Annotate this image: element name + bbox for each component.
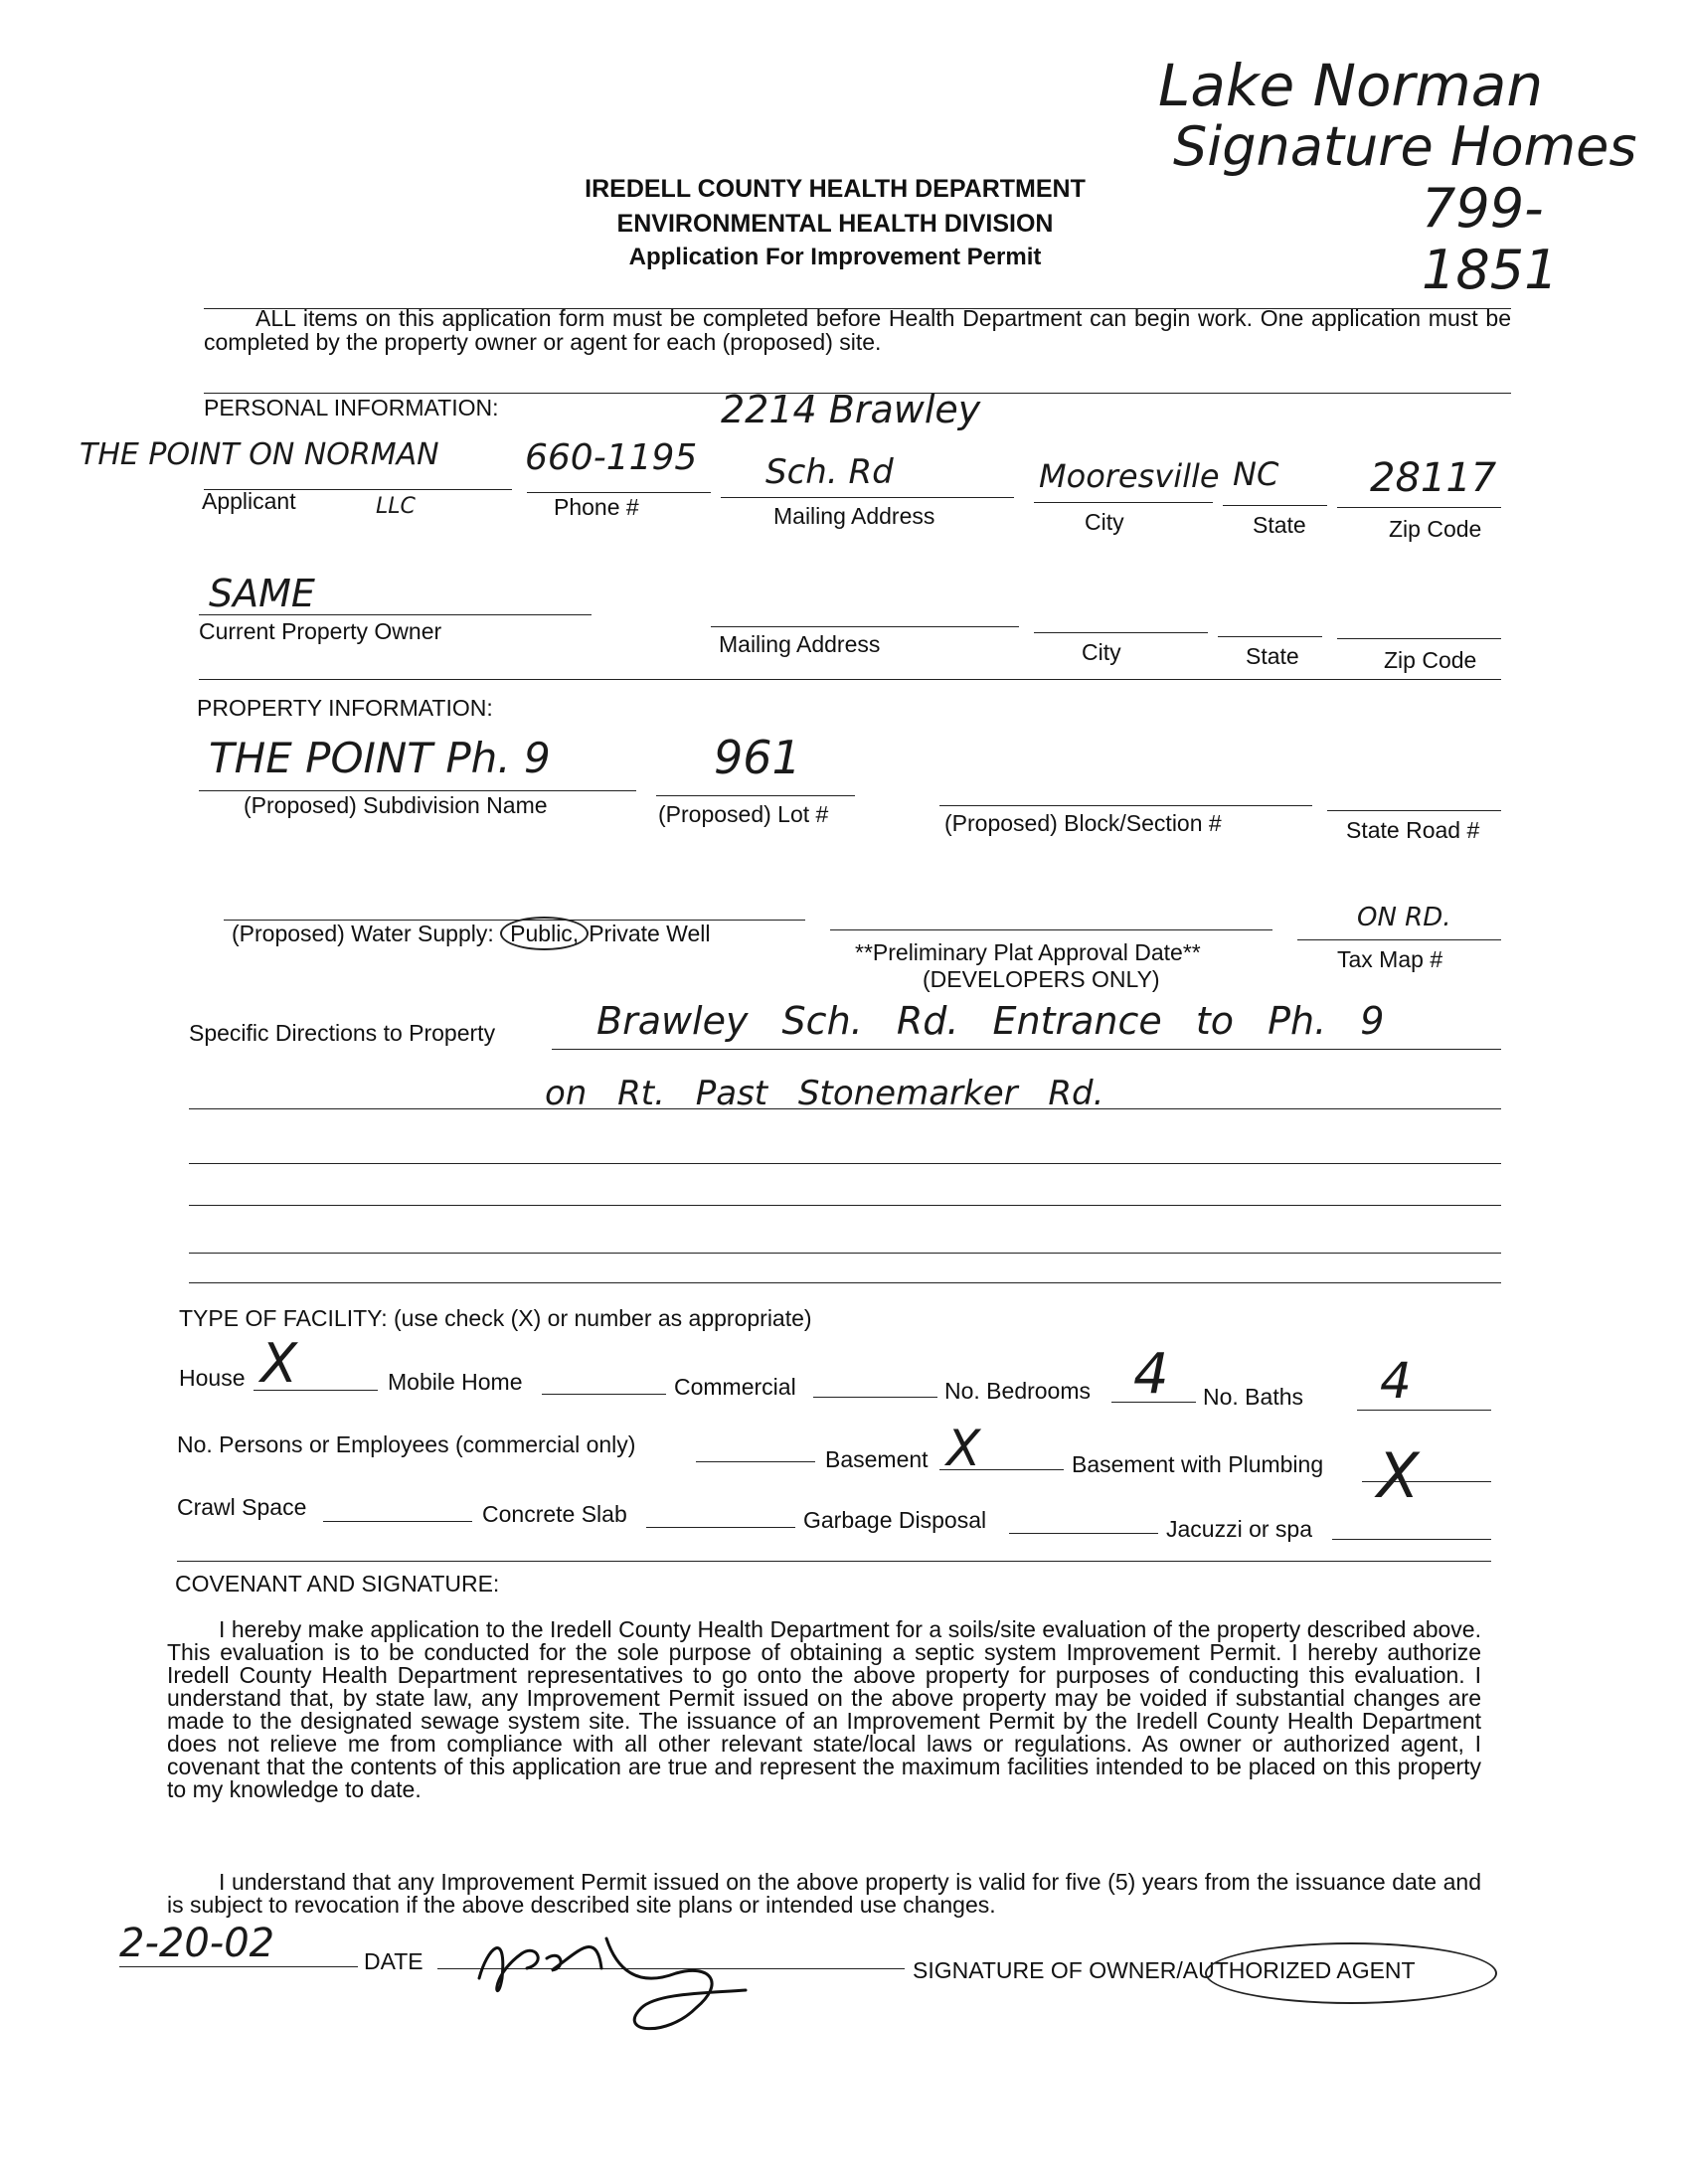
rule [119, 1966, 358, 1967]
authorized-agent-circle [1205, 1942, 1497, 2004]
rule [939, 805, 1312, 806]
rule [1362, 1481, 1491, 1482]
directions-line1[interactable]: Brawley Sch. Rd. Entrance to Ph. 9 [596, 999, 1385, 1043]
rule [323, 1521, 472, 1522]
applicant-suffix[interactable]: LLC [376, 494, 416, 519]
zip-field[interactable]: 28117 [1370, 455, 1497, 501]
applicant-field[interactable]: THE POINT ON NORMAN [80, 437, 439, 472]
phone-field[interactable]: 660-1195 [525, 437, 698, 478]
date-label: DATE [364, 1948, 424, 1974]
rule [189, 1163, 1501, 1164]
covenant-paragraph2: I understand that any Improvement Permit issued on the above property is valid for five (5) years from the issuance date and is subject to revocation if the above described site plans or intended use changes. [167, 1869, 1481, 1918]
division-title: ENVIRONMENTAL HEALTH DIVISION [616, 210, 1054, 238]
rule [189, 1108, 1501, 1109]
rule [1111, 1402, 1196, 1403]
personal-info-title: PERSONAL INFORMATION: [204, 395, 499, 420]
rule [1337, 638, 1501, 639]
baths-field[interactable]: 4 [1380, 1352, 1412, 1410]
concrete-slab-label: Concrete Slab [482, 1501, 627, 1527]
owner-label: Current Property Owner [199, 618, 442, 644]
rule [254, 1390, 378, 1391]
tax-map-field[interactable]: ON RD. [1357, 903, 1451, 932]
signature-label: SIGNATURE OF OWNER/AUTHORIZED AGENT [913, 1957, 1416, 1983]
rule [656, 795, 855, 796]
owner-field[interactable]: SAME [209, 572, 315, 615]
rule [1327, 810, 1501, 811]
house-check[interactable]: X [260, 1332, 297, 1395]
rule [1332, 1539, 1491, 1540]
city-label: City [1085, 509, 1124, 535]
city-field[interactable]: Mooresville [1039, 457, 1220, 495]
directions-line2[interactable]: on Rt. Past Stonemarker Rd. [545, 1074, 1104, 1113]
rule [939, 1469, 1064, 1470]
mobile-home-label: Mobile Home [388, 1369, 523, 1395]
crawl-space-label: Crawl Space [177, 1494, 307, 1520]
rule [199, 790, 636, 791]
bedrooms-label: No. Bedrooms [944, 1378, 1092, 1404]
rule [189, 1205, 1501, 1206]
water-public-option[interactable]: Public, [500, 917, 589, 950]
zip-label: Zip Code [1389, 516, 1482, 542]
covenant-paragraph1: I hereby make application to the Iredell County Health Department for a soils/site evaluation of the property described above. This evaluation is to be conducted for the sole purpose of obtaining a septic system Improvement Permit. I hereby authorize Iredell County Health Department representatives to go onto the above property for purposes of conducting this evaluation. I understand that, by state law, any Improvement Permit issued on the above property may be voided if substantial changes are made to the designated sewage system site. The issuance of an Improvement Permit by the Iredell County Health Department does not relieve me from compliance with all other relevant state/local laws or regulations. As owner or authorized agent, I covenant that the contents of this application are true and represent the maximum facilities intended to be placed on this property to my knowledge to date. [167, 1616, 1481, 1802]
rule [711, 626, 1019, 627]
subdivision-field[interactable]: THE POINT Ph. 9 [209, 734, 551, 782]
basement-label: Basement [825, 1446, 929, 1472]
garbage-disposal-label: Garbage Disposal [803, 1507, 987, 1533]
rule [1337, 507, 1501, 508]
rule [542, 1394, 666, 1395]
rule [1034, 632, 1208, 633]
basement-plumbing-label: Basement with Plumbing [1072, 1451, 1324, 1477]
baths-label: No. Baths [1203, 1384, 1303, 1410]
state-field[interactable]: NC [1233, 455, 1279, 493]
covenant-title: COVENANT AND SIGNATURE: [175, 1571, 500, 1596]
subdivision-label: (Proposed) Subdivision Name [244, 792, 548, 818]
commercial-label: Commercial [674, 1374, 796, 1400]
facility-title: TYPE OF FACILITY: (use check (X) or number as appropriate) [179, 1305, 812, 1331]
rule [1223, 505, 1327, 506]
instructions: ALL items on this application form must be completed before Health Department can begin work. One application must be completed by the property owner or agent for each (proposed) site. [204, 305, 1511, 355]
plat-date-label: **Preliminary Plat Approval Date** [855, 939, 1201, 965]
date-field[interactable]: 2-20-02 [119, 1921, 275, 1966]
phone-label: Phone # [554, 494, 639, 520]
rule [721, 497, 1014, 498]
water-supply-text: (Proposed) Water Supply: [232, 921, 494, 946]
corner-note [1148, 52, 1665, 301]
rule [646, 1527, 795, 1528]
rule [696, 1461, 815, 1462]
bedrooms-field[interactable]: 4 [1133, 1342, 1169, 1407]
corner-note-line2: Signature Homes [1173, 115, 1637, 178]
applicant-label: Applicant [202, 488, 296, 514]
form-title: Application For Improvement Permit [628, 244, 1042, 270]
house-label: House [179, 1365, 246, 1391]
basement-plumbing-check[interactable]: X [1377, 1439, 1420, 1512]
water-supply-label [232, 921, 710, 947]
owner-address-label: Mailing Address [719, 631, 881, 657]
property-info-title: PROPERTY INFORMATION: [197, 695, 493, 721]
rule [830, 929, 1272, 930]
rule [199, 614, 592, 615]
signature-mark[interactable] [467, 1909, 785, 2048]
state-label: State [1253, 512, 1306, 538]
rule [552, 1049, 1501, 1050]
rule [199, 679, 1501, 680]
owner-city-label: City [1082, 639, 1121, 665]
basement-check[interactable]: X [946, 1420, 981, 1477]
corner-note-line1: Lake Norman [1158, 52, 1544, 119]
persons-label: No. Persons or Employees (commercial only) [177, 1431, 636, 1457]
rule [1218, 636, 1322, 637]
lot-label: (Proposed) Lot # [658, 801, 829, 827]
rule [1297, 939, 1501, 940]
mailing-address-label: Mailing Address [773, 503, 935, 529]
rule [1034, 502, 1213, 503]
rule [1357, 1410, 1491, 1411]
state-road-label: State Road # [1346, 817, 1480, 843]
tax-map-label: Tax Map # [1337, 946, 1443, 972]
rule [1009, 1533, 1158, 1534]
owner-zip-label: Zip Code [1384, 647, 1477, 673]
corner-note-line3: 799-1851 [1422, 177, 1559, 301]
rule [813, 1397, 937, 1398]
block-label: (Proposed) Block/Section # [944, 810, 1222, 836]
address-line1[interactable]: 2214 Brawley [721, 388, 981, 431]
address-field[interactable]: Sch. Rd [765, 452, 894, 492]
directions-label: Specific Directions to Property [189, 1020, 496, 1046]
rule [189, 1253, 1501, 1254]
department-title: IREDELL COUNTY HEALTH DEPARTMENT [585, 175, 1086, 203]
jacuzzi-label: Jacuzzi or spa [1166, 1516, 1313, 1542]
lot-field[interactable]: 961 [714, 731, 801, 784]
plat-developers-label: (DEVELOPERS ONLY) [923, 966, 1160, 992]
water-private-option[interactable]: Private Well [589, 921, 711, 946]
rule [177, 1561, 1491, 1562]
owner-state-label: State [1246, 643, 1299, 669]
rule [527, 492, 711, 493]
rule [189, 1282, 1501, 1283]
